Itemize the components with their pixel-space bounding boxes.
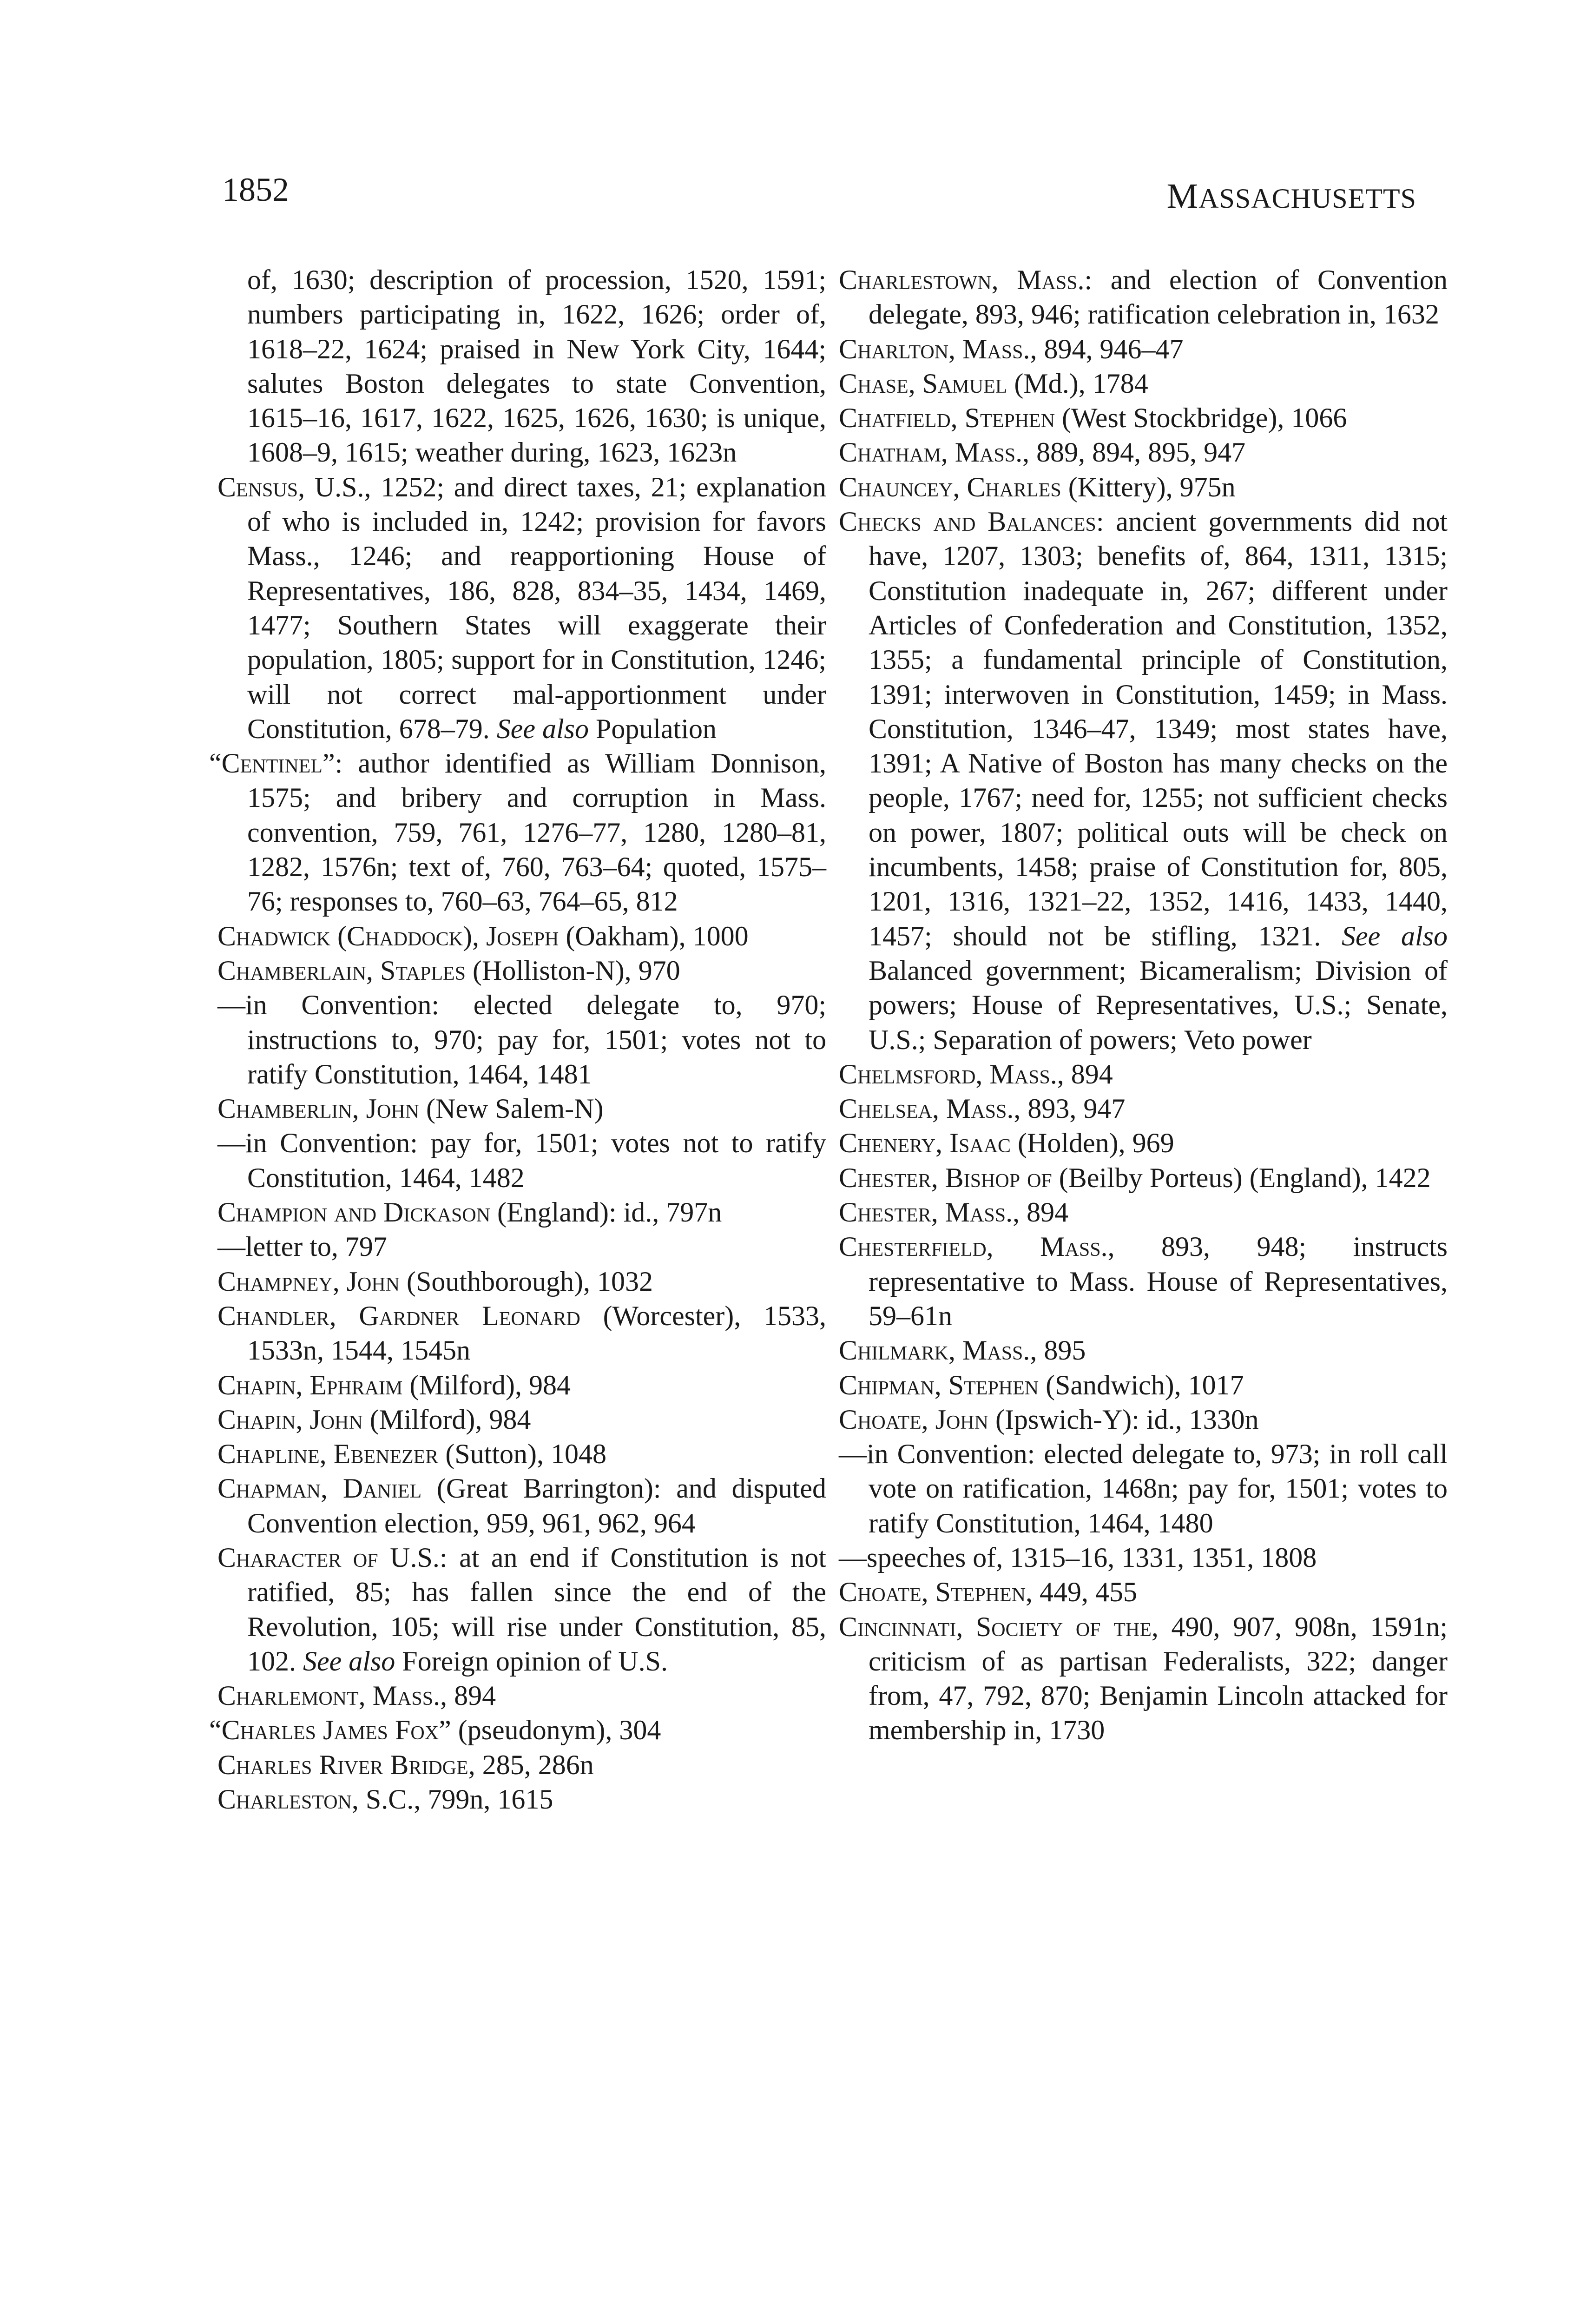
see-also: See also [496,713,589,744]
entry-text: (Ipswich-Y): id., 1330n [988,1404,1259,1435]
entry-headword: Champney, John [217,1266,400,1297]
index-entry [839,1333,1448,1367]
entry-text: (Kittery), 975n [1061,471,1236,502]
index-entry [839,366,1448,401]
index-entry [839,1091,1448,1126]
entry-text: (Sutton), 1048 [438,1439,606,1470]
entry-text: , 893, 948; instructs representative to Mass. House of Representatives, 59–61n [869,1231,1448,1331]
index-entry [839,1057,1448,1091]
entry-headword: Charlestown, Mass. [839,264,1085,295]
entry-headword: Chamberlain, Staples [217,955,466,986]
quote-mark: “ [209,748,222,779]
index-entry [217,263,826,470]
index-subentry [839,1437,1448,1540]
entry-text: (Great Barrington): and disputed Convention election, 959, 961, 962, 964 [247,1473,827,1538]
entry-text: (Holden), 969 [1011,1128,1174,1159]
entry-headword: Checks and Balances [839,506,1096,537]
entry-text: , 894 [440,1680,496,1711]
entry-text: : ancient governments did not have, 1207, 1303; benefits of, 864, 1311, 1315; Constitution inadequate in, 267; different under Articles of Confederation and Constitution, 1352, 1355; a fundamental principle of Constitution, 1391; interwoven in Constitution, 1459; in Mass. Constitution, 1346–47, 1349; most states have, 1391; A Native of Boston has many checks on the people, 1767; need for, 1255; not sufficient checks on power, 1807; political outs will be check on incumbents, 1458; praise of Constitution for, 805, 1201, 1316, 1321–22, 1352, 1416, 1433, 1440, 1457; should not be stifling, 1321. [869,506,1448,951]
entry-text: , U.S., 1252; and direct taxes, 21; explanation of who is included in, 1242; provision for favors Mass., 1246; and reapportioning House of Representatives, 186, 828, 834–35, 1434, 1469, 1477; Southern States will exaggerate their population, 1805; support for in Constitution, 1246; will not correct mal-apportionment under Constitution, 678–79. [247,471,826,744]
index-entry [839,1610,1448,1748]
entry-headword: Chase, Samuel [839,368,1007,399]
entry-headword: Chapin, Ephraim [217,1369,403,1400]
see-also: See also [1342,920,1448,951]
entry-headword: Choate, Stephen [839,1577,1026,1608]
running-head: MASSACHUSETTS [1166,177,1416,216]
entry-headword: Chapman, Daniel [217,1473,422,1504]
entry-headword: Charles James Fox [221,1715,439,1746]
entry-headword: Chandler, Gardner Leonard [217,1300,580,1331]
entry-headword: Cincinnati, Society of the [839,1611,1152,1642]
index-entry [217,1748,826,1782]
entry-headword: Centinel [221,748,323,779]
entry-text: —speeches of, 1315–16, 1331, 1351, 1808 [839,1542,1317,1573]
page-number: 1852 [222,171,289,208]
entry-text: , 894 [1013,1197,1069,1228]
entry-text: (Md.), 1784 [1007,368,1148,399]
entry-headword: Charles River Bridge [217,1749,468,1780]
entry-headword: Chesterfield, Mass. [839,1231,1108,1262]
entry-headword: Census [217,471,298,502]
entry-text: , 895 [1030,1335,1086,1366]
index-entry [839,1195,1448,1229]
entry-text: (Milford), 984 [362,1404,531,1435]
entry-headword: Chester, Bishop of [839,1162,1052,1193]
entry-text: (Southborough), 1032 [400,1266,653,1297]
entry-text: , 449, 455 [1026,1577,1138,1608]
entry-text: , 894, 946–47 [1030,333,1184,364]
entry-headword: Charlton, Mass. [839,333,1030,364]
entry-text: , 285, 286n [468,1749,594,1780]
index-entry [217,1437,826,1471]
entry-text: of, 1630; description of procession, 1520, 1591; numbers participating in, 1622, 1626; order of, 1618–22, 1624; praised in New York City, 1644; salutes Boston delegates to state Convention, 1615–16, 1617, 1622, 1625, 1626, 1630; is unique, 1608–9, 1615; weather during, 1623, 1623n [247,264,826,468]
index-entry [217,919,826,953]
entry-headword: Champion and Dickason [217,1197,491,1228]
index-entry [217,1540,826,1678]
index-entry [217,1782,826,1816]
entry-headword: Character of [217,1542,378,1573]
quote-mark: “ [209,1715,222,1746]
entry-headword: Chapline, Ebenezer [217,1439,439,1470]
entry-text: (England): id., 797n [490,1197,722,1228]
entry-text: U.S.: at an end if Constitution is not ratified, 85; has fallen since the end of the Revolution, 105; will rise under Constitution, 85, 102. [247,1542,826,1677]
entry-text: (West Stockbridge), 1066 [1055,403,1347,434]
index-entry [217,470,826,746]
index-subentry [217,988,826,1091]
index-entry [217,1471,826,1540]
index-entry [839,1229,1448,1333]
entry-text: —letter to, 797 [217,1231,387,1262]
entry-text: —in Convention: elected delegate to, 970; instructions to, 970; pay for, 1501; votes not to ratify Constitution, 1464, 1481 [217,990,826,1089]
index-entry [217,1368,826,1402]
index-subentry [217,1229,826,1264]
right-column [839,263,1448,1748]
entry-text: (Holliston-N), 970 [466,955,680,986]
index-entry [839,1575,1448,1609]
entry-text: : and election of Convention delegate, 893, 946; ratification celebration in, 1632 [869,264,1448,330]
index-entry [217,1091,826,1126]
index-entry [217,953,826,988]
entry-headword: Chelmsford, Mass. [839,1058,1057,1089]
entry-headword: Chauncey, Charles [839,471,1061,502]
index-entry [217,1195,826,1229]
index-entry [839,504,1448,1057]
entry-text: —in Convention: pay for, 1501; votes not to ratify Constitution, 1464, 1482 [217,1128,826,1193]
index-entry [217,1402,826,1437]
entry-headword: Chatfield, Stephen [839,403,1055,434]
entry-text: ”: author identified as William Donnison, 1575; and bribery and corruption in Mass. convention, 759, 761, 1276–77, 1280, 1280–81, 1282, 1576n; text of, 760, 763–64; quoted, 1575–76; responses to, 760–63, 764–65, 812 [247,748,826,917]
index-entry [839,332,1448,366]
index-entry [839,401,1448,435]
entry-headword: Chapin, John [217,1404,363,1435]
entry-text: Balanced government; Bicameralism; Division of powers; House of Representatives, U.S.; Senate, U.S.; Separation of powers; Veto power [869,955,1448,1055]
entry-text: , 894 [1057,1058,1113,1089]
entry-text: , 490, 907, 908n, 1591n; criticism of as partisan Federalists, 322; danger from, 47, 792, 870; Benjamin Lincoln attacked for membership in, 1730 [869,1611,1448,1746]
index-entry [839,470,1448,504]
entry-text: (Beilby Porteus) (England), 1422 [1052,1162,1431,1193]
index-entry [209,1713,826,1747]
entry-headword: Choate, John [839,1404,989,1435]
entry-text: Population [589,713,717,744]
entry-headword: Chadwick (Chaddock), Joseph [217,920,559,951]
index-entry [217,1299,826,1368]
index-entry [839,435,1448,469]
index-subentry [839,1540,1448,1575]
index-subentry [217,1126,826,1195]
index-entry [839,1126,1448,1160]
entry-headword: Chamberlin, John [217,1093,420,1124]
index-entry [839,1402,1448,1437]
left-column [209,263,827,1816]
entry-text: —in Convention: elected delegate to, 973; in roll call vote on ratification, 1468n; pay for, 1501; votes to ratify Constitution, 1464, 1480 [839,1439,1448,1538]
entry-text: , 893, 947 [1014,1093,1126,1124]
index-entry [217,1264,826,1299]
entry-headword: Chenery, Isaac [839,1128,1011,1159]
entry-headword: Chipman, Stephen [839,1369,1039,1400]
entry-headword: Chester, Mass. [839,1197,1013,1228]
entry-text: , 799n, 1615 [414,1784,553,1815]
entry-text: (Sandwich), 1017 [1039,1369,1244,1400]
entry-text: (New Salem-N) [419,1093,604,1124]
entry-text: (Milford), 984 [402,1369,571,1400]
entry-text: ” (pseudonym), 304 [439,1715,661,1746]
entry-headword: Charleston, S.C. [217,1784,414,1815]
entry-headword: Chatham, Mass. [839,437,1023,468]
index-entry [839,263,1448,332]
index-entry [209,746,826,918]
entry-headword: Chilmark, Mass. [839,1335,1030,1366]
see-also: See also [303,1645,395,1677]
entry-headword: Charlemont, Mass. [217,1680,441,1711]
entry-text: , 889, 894, 895, 947 [1022,437,1246,468]
index-entry [839,1161,1448,1195]
entry-text: (Worcester), 1533, 1533n, 1544, 1545n [247,1300,826,1366]
entry-headword: Chelsea, Mass. [839,1093,1014,1124]
entry-text: (Oakham), 1000 [559,920,749,951]
index-entry [839,1368,1448,1402]
index-entry [217,1678,826,1713]
entry-text: Foreign opinion of U.S. [395,1645,668,1677]
